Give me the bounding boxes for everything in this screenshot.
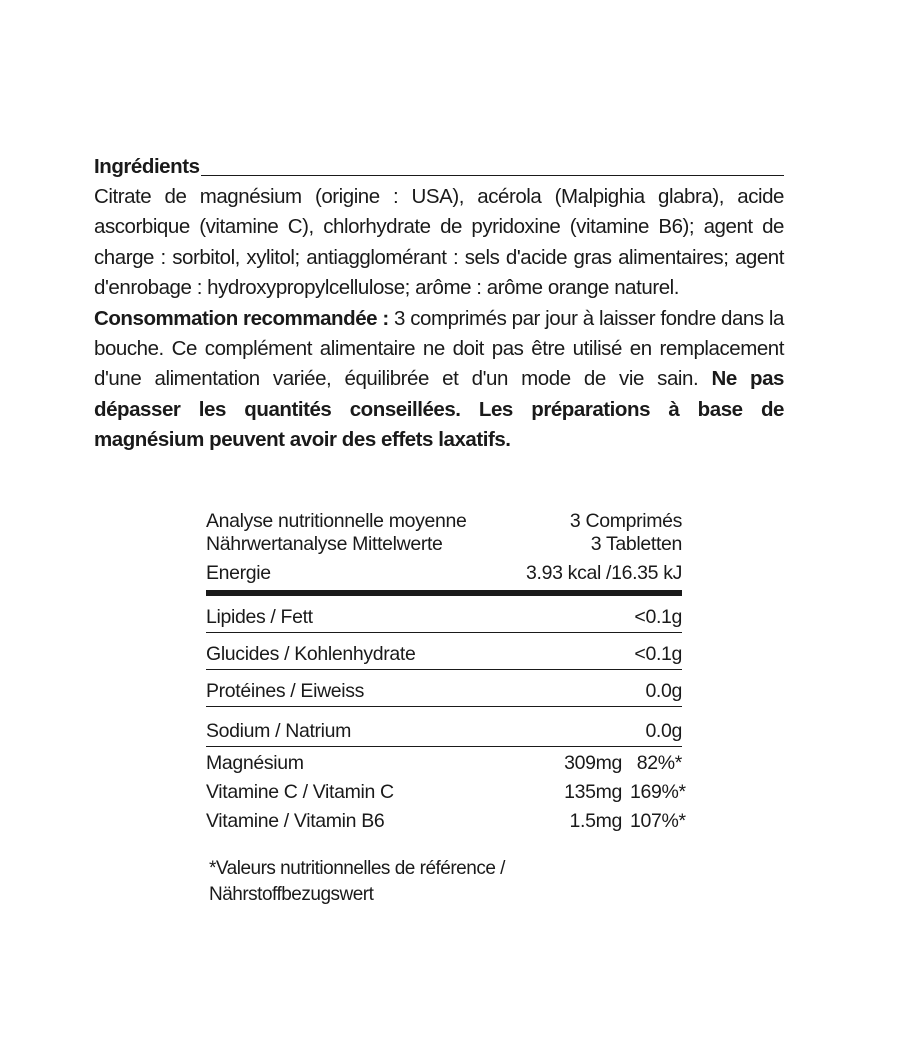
footnote-line: *Valeurs nutritionnelles de référence / <box>209 858 505 879</box>
mineral-amount: 135mg <box>564 781 622 803</box>
mineral-row <box>206 807 686 836</box>
energy-label: Energie <box>206 562 271 584</box>
header-label-de: Nährwertanalyse Mittelwerte <box>206 533 443 555</box>
table-row <box>206 633 682 670</box>
ingredients-title: Ingrédients <box>94 154 200 178</box>
mineral-amount: 309mg <box>564 752 622 774</box>
mineral-label: Vitamine C / Vitamin C <box>206 781 394 803</box>
consumption-text: 3 comprimés par jour à laisser fondre dans la bouche. Ce complément alimentaire ne doit pas être utilisé en remplacement d'une alimentation variée, équilibrée et d'un mode de vie sain. <box>94 306 784 391</box>
nutrition-header-fr <box>206 510 682 533</box>
row-value: 0.0g <box>645 680 682 702</box>
heading-underline <box>201 175 784 176</box>
table-row <box>206 596 682 633</box>
nutrition-table <box>206 510 686 836</box>
consumption-paragraph <box>94 304 784 456</box>
mineral-row <box>206 749 682 778</box>
energy-row <box>206 558 682 588</box>
consumption-warning: Ne pas dépasser les quantités conseillées. Les préparations à base de magnésium peuvent avoir des effets laxatifs. <box>94 367 784 452</box>
table-row <box>206 707 682 747</box>
nutrition-header-de <box>206 533 682 556</box>
row-label: Glucides / Kohlenhydrate <box>206 643 416 665</box>
header-label-fr: Analyse nutritionnelle moyenne <box>206 510 467 532</box>
row-value: 0.0g <box>645 720 682 742</box>
serving-label-de: 3 Tabletten <box>590 533 682 555</box>
row-label: Sodium / Natrium <box>206 720 352 742</box>
mineral-percent: 169%* <box>630 781 686 803</box>
row-label: Protéines / Eiweiss <box>206 680 365 702</box>
mineral-percent: 107%* <box>630 810 686 832</box>
ingredients-text: Citrate de magnésium (origine : USA), acérola (Malpighia glabra), acide ascorbique (vitamine C), chlorhydrate de pyridoxine (vitamine B6); agent de charge : sorbitol, xylitol; antiagglomérant : sels d'acide gras alimentaires; agent d'enrobage : hydroxypropylcellulose; arôme : arôme orange naturel. <box>94 185 784 300</box>
ingredients-heading <box>94 152 784 182</box>
mineral-label: Magnésium <box>206 752 304 774</box>
footnote-line: Nährstoffbezugswert <box>209 884 374 905</box>
mineral-amount: 1.5mg <box>569 810 622 832</box>
mineral-label: Vitamine / Vitamin B6 <box>206 810 385 832</box>
consumption-label: Consommation recommandée : <box>94 306 389 330</box>
table-row <box>206 670 682 707</box>
row-label: Lipides / Fett <box>206 606 313 628</box>
mineral-row <box>206 778 686 807</box>
energy-value: 3.93 kcal /16.35 kJ <box>526 562 682 584</box>
serving-label-fr: 3 Comprimés <box>569 510 682 532</box>
footnote <box>209 856 505 908</box>
mineral-percent: 82%* <box>636 752 682 774</box>
row-value: <0.1g <box>634 643 682 665</box>
ingredients-section <box>94 152 784 456</box>
row-value: <0.1g <box>634 606 682 628</box>
